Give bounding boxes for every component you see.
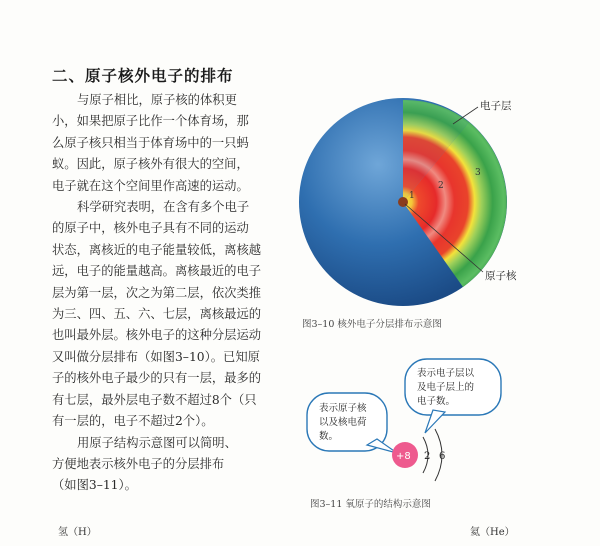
text-line: 也叫最外层。核外电子的这种分层运动 xyxy=(52,328,262,343)
shell-count-1: 2 xyxy=(424,451,431,462)
section-heading: 二、原子核外电子的排布 xyxy=(52,67,234,85)
text-line: 的原子中，核外电子具有不同的运动 xyxy=(52,221,249,236)
bubble-left-line-2: 以及核电荷 xyxy=(319,417,367,428)
figure-caption-3-11: 图3–11 氧原子的结构示意图 xyxy=(310,499,431,510)
text-line: 蚁。因此，原子核外有很大的空间， xyxy=(52,157,249,172)
bubble-left-line-3: 数。 xyxy=(319,431,339,442)
text-line: 有一层的，电子不超过2个）。 xyxy=(52,414,214,429)
text-line: 用原子结构示意图可以简明、 xyxy=(77,435,237,450)
text-line: （如图3–11）。 xyxy=(52,478,137,493)
text-line: 层为第一层，次之为第二层，依次类推 xyxy=(52,285,262,300)
shell-label: 电子层 xyxy=(480,100,512,112)
layer-number-3: 3 xyxy=(475,168,481,178)
nucleus-label: 原子核 xyxy=(485,270,517,282)
text-line: 为三、四、五、六、七层，离核最远的 xyxy=(52,307,262,322)
hydrogen-label: 氢（H） xyxy=(58,527,97,538)
helium-label: 氦（He） xyxy=(470,527,515,538)
text-line: 小，如果把原子比作一个体育场，那 xyxy=(52,114,249,129)
bubble-right-line-3: 电子数。 xyxy=(417,396,456,407)
layer-number-2: 2 xyxy=(438,181,444,191)
body-text xyxy=(52,90,284,497)
oxygen-structure-diagram xyxy=(305,355,520,490)
bubble-left-line-1: 表示原子核 xyxy=(319,403,367,414)
text-line: 与原子相比，原子核的体积更 xyxy=(77,93,237,107)
figure-caption-3-10: 图3–10 核外电子分层排布示意图 xyxy=(302,319,442,330)
text-line: 有七层，最外层电子数不超过8个（只 xyxy=(52,392,257,407)
text-line: 又叫做分层排布（如图3–10）。已知原 xyxy=(52,349,260,364)
text-line: 方便地表示核外电子的分层排布 xyxy=(52,456,225,471)
bubble-right-line-1: 表示电子层以 xyxy=(417,368,475,379)
text-line: 么原子核只相当于体育场中的一只蚂 xyxy=(52,135,249,150)
text-line: 远，电子的能量越高。离核最近的电子 xyxy=(52,264,262,279)
nucleus-charge: +8 xyxy=(396,451,411,462)
text-line: 电子就在这个空间里作高速的运动。 xyxy=(52,178,249,193)
layer-number-1: 1 xyxy=(409,191,415,201)
bubble-right-line-2: 及电子层上的 xyxy=(417,382,475,393)
shell-count-2: 6 xyxy=(439,451,446,462)
text-line: 子的核外电子最少的只有一层，最多的 xyxy=(52,371,262,386)
text-line: 科学研究表明，在含有多个电子 xyxy=(77,200,250,215)
text-line: 状态，离核近的电子能量较低，离核越 xyxy=(52,242,262,257)
